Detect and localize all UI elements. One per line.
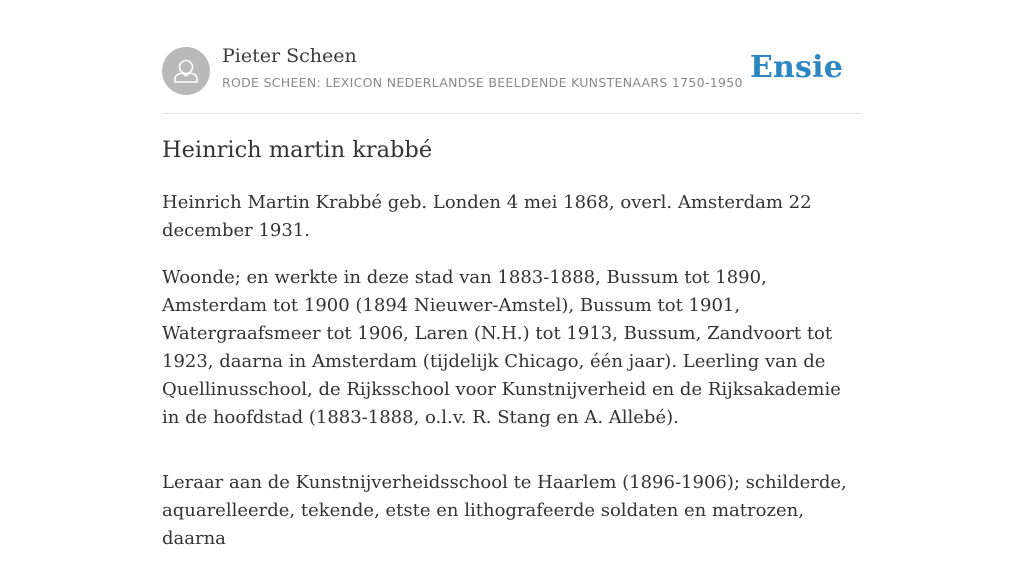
paragraph: Leraar aan de Kunstnijverheidsschool te Haarlem (1896-1906); schilderde, aquarelleerde, tekende, etste en lithografeerde soldaten en matrozen, daarna	[162, 472, 847, 549]
author-name[interactable]: Pieter Scheen	[222, 45, 357, 67]
ensie-logo[interactable]: Ensie	[749, 50, 843, 85]
page-container	[162, 0, 862, 549]
article-header	[162, 0, 862, 114]
author-avatar[interactable]	[162, 47, 210, 95]
user-avatar-icon	[162, 47, 210, 95]
article-body	[162, 189, 862, 572]
paragraph: Woonde; en werkte in deze stad van 1883-1888, Bussum tot 1890, Amsterdam tot 1900 (1894 Nieuwer-Amstel), Bussum tot 1901, Watergraafsmeer tot 1906, Laren (N.H.) tot 1913, Bussum, Zandvoort tot 1923, daarna in Amsterdam (tijdelijk Chicago, één jaar). Leerling van de Quellinusschool, de Rijksschool voor Kunstnijverheid en de Rijksakademie in de hoofdstad (1883-1888, o.l.v. R. Stang en A. Allebé).	[162, 267, 841, 428]
paragraph: Heinrich Martin Krabbé geb. Londen 4 mei 1868, overl. Amsterdam 22 december 1931.	[162, 192, 812, 241]
article-title: Heinrich martin krabbé	[162, 137, 433, 163]
source-title[interactable]: RODE SCHEEN: LEXICON NEDERLANDSE BEELDENDE KUNSTENAARS 1750-1950	[222, 75, 743, 90]
